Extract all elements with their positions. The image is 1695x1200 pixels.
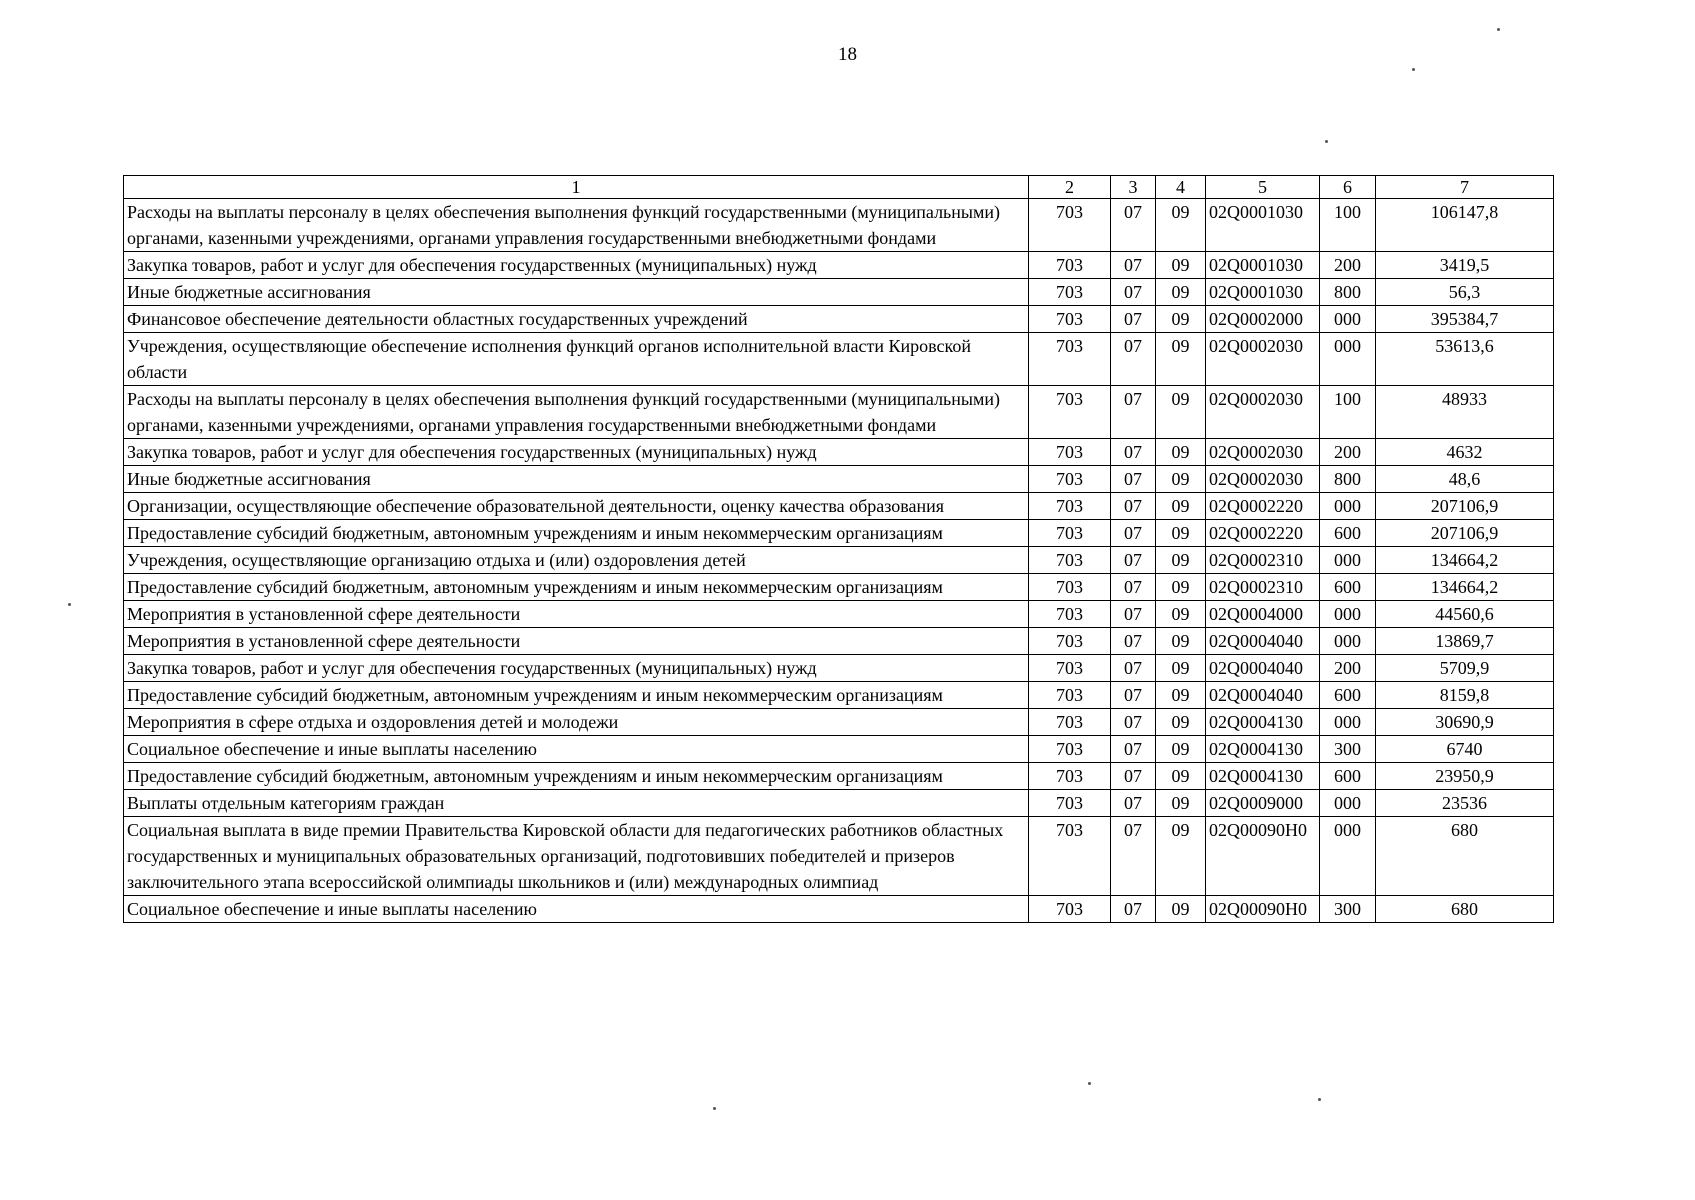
table-row xyxy=(124,682,1554,709)
row-amount: 13869,7 xyxy=(1376,628,1554,655)
row-expense-type: 200 xyxy=(1320,439,1376,466)
row-expense-type: 000 xyxy=(1320,790,1376,817)
row-ministry-code: 703 xyxy=(1029,333,1111,386)
row-subsection: 09 xyxy=(1156,628,1206,655)
row-amount: 48933 xyxy=(1376,386,1554,439)
row-section: 07 xyxy=(1111,279,1156,306)
row-ministry-code: 703 xyxy=(1029,252,1111,279)
row-target-code: 02Q0002030 xyxy=(1206,386,1320,439)
table-row xyxy=(124,709,1554,736)
table-row xyxy=(124,574,1554,601)
row-target-code: 02Q0002220 xyxy=(1206,493,1320,520)
row-expense-type: 000 xyxy=(1320,493,1376,520)
row-section: 07 xyxy=(1111,547,1156,574)
scan-speck xyxy=(1412,68,1415,71)
row-name: Предоставление субсидий бюджетным, автономным учреждениям и иным некоммерческим организациям xyxy=(124,574,1029,601)
row-expense-type: 000 xyxy=(1320,333,1376,386)
table-row xyxy=(124,790,1554,817)
row-ministry-code: 703 xyxy=(1029,682,1111,709)
row-subsection: 09 xyxy=(1156,547,1206,574)
scan-speck xyxy=(713,1107,716,1110)
row-subsection: 09 xyxy=(1156,709,1206,736)
row-amount: 8159,8 xyxy=(1376,682,1554,709)
row-target-code: 02Q0002310 xyxy=(1206,547,1320,574)
header-cell: 7 xyxy=(1376,176,1554,199)
row-amount: 23950,9 xyxy=(1376,763,1554,790)
row-ministry-code: 703 xyxy=(1029,790,1111,817)
table-header-row xyxy=(124,176,1554,199)
row-section: 07 xyxy=(1111,199,1156,252)
row-expense-type: 600 xyxy=(1320,520,1376,547)
row-name: Мероприятия в установленной сфере деятельности xyxy=(124,628,1029,655)
header-cell: 1 xyxy=(124,176,1029,199)
row-ministry-code: 703 xyxy=(1029,601,1111,628)
row-subsection: 09 xyxy=(1156,655,1206,682)
row-ministry-code: 703 xyxy=(1029,493,1111,520)
row-name: Учреждения, осуществляющие организацию отдыха и (или) оздоровления детей xyxy=(124,547,1029,574)
row-ministry-code: 703 xyxy=(1029,439,1111,466)
row-subsection: 09 xyxy=(1156,199,1206,252)
row-section: 07 xyxy=(1111,790,1156,817)
row-amount: 680 xyxy=(1376,817,1554,896)
row-section: 07 xyxy=(1111,252,1156,279)
row-expense-type: 300 xyxy=(1320,896,1376,923)
row-name: Социальная выплата в виде премии Правительства Кировской области для педагогических работников областных государственных и муниципальных образовательных организаций, подготовивших победителей и призеров заключительного этапа всероссийской олимпиады школьников и (или) международных олимпиад xyxy=(124,817,1029,896)
row-name: Социальное обеспечение и иные выплаты населению xyxy=(124,736,1029,763)
row-name: Закупка товаров, работ и услуг для обеспечения государственных (муниципальных) нужд xyxy=(124,655,1029,682)
table-row xyxy=(124,817,1554,896)
row-name: Закупка товаров, работ и услуг для обеспечения государственных (муниципальных) нужд xyxy=(124,252,1029,279)
row-section: 07 xyxy=(1111,333,1156,386)
row-section: 07 xyxy=(1111,709,1156,736)
row-section: 07 xyxy=(1111,817,1156,896)
row-section: 07 xyxy=(1111,386,1156,439)
row-name: Мероприятия в сфере отдыха и оздоровления детей и молодежи xyxy=(124,709,1029,736)
row-name: Иные бюджетные ассигнования xyxy=(124,279,1029,306)
row-name: Учреждения, осуществляющие обеспечение исполнения функций органов исполнительной власти Кировской области xyxy=(124,333,1029,386)
scan-speck xyxy=(1088,1082,1091,1085)
row-name: Расходы на выплаты персоналу в целях обеспечения выполнения функций государственными (муниципальными) органами, казенными учреждениями, органами управления государственными внебюджетными фондами xyxy=(124,386,1029,439)
row-ministry-code: 703 xyxy=(1029,386,1111,439)
row-amount: 23536 xyxy=(1376,790,1554,817)
table-row xyxy=(124,601,1554,628)
row-amount: 30690,9 xyxy=(1376,709,1554,736)
row-subsection: 09 xyxy=(1156,386,1206,439)
row-ministry-code: 703 xyxy=(1029,709,1111,736)
row-amount: 5709,9 xyxy=(1376,655,1554,682)
row-ministry-code: 703 xyxy=(1029,655,1111,682)
row-section: 07 xyxy=(1111,763,1156,790)
table-row xyxy=(124,655,1554,682)
row-expense-type: 000 xyxy=(1320,709,1376,736)
scan-speck xyxy=(68,603,71,606)
row-amount: 56,3 xyxy=(1376,279,1554,306)
row-expense-type: 200 xyxy=(1320,252,1376,279)
row-target-code: 02Q0004000 xyxy=(1206,601,1320,628)
row-ministry-code: 703 xyxy=(1029,896,1111,923)
row-amount: 106147,8 xyxy=(1376,199,1554,252)
row-ministry-code: 703 xyxy=(1029,763,1111,790)
row-target-code: 02Q0002000 xyxy=(1206,306,1320,333)
row-name: Организации, осуществляющие обеспечение образовательной деятельности, оценку качества образования xyxy=(124,493,1029,520)
row-amount: 3419,5 xyxy=(1376,252,1554,279)
row-target-code: 02Q0004130 xyxy=(1206,763,1320,790)
row-ministry-code: 703 xyxy=(1029,736,1111,763)
row-ministry-code: 703 xyxy=(1029,520,1111,547)
row-target-code: 02Q0002030 xyxy=(1206,466,1320,493)
table-row xyxy=(124,520,1554,547)
header-cell: 5 xyxy=(1206,176,1320,199)
header-cell: 6 xyxy=(1320,176,1376,199)
row-amount: 207106,9 xyxy=(1376,520,1554,547)
row-name: Выплаты отдельным категориям граждан xyxy=(124,790,1029,817)
table-row xyxy=(124,493,1554,520)
row-expense-type: 000 xyxy=(1320,601,1376,628)
row-name: Предоставление субсидий бюджетным, автономным учреждениям и иным некоммерческим организациям xyxy=(124,763,1029,790)
row-section: 07 xyxy=(1111,601,1156,628)
row-name: Мероприятия в установленной сфере деятельности xyxy=(124,601,1029,628)
row-subsection: 09 xyxy=(1156,279,1206,306)
scan-speck xyxy=(1318,1098,1321,1101)
table-row xyxy=(124,547,1554,574)
row-section: 07 xyxy=(1111,439,1156,466)
row-amount: 680 xyxy=(1376,896,1554,923)
row-target-code: 02Q0004040 xyxy=(1206,655,1320,682)
row-amount: 53613,6 xyxy=(1376,333,1554,386)
row-expense-type: 100 xyxy=(1320,199,1376,252)
row-target-code: 02Q00090H0 xyxy=(1206,817,1320,896)
row-name: Закупка товаров, работ и услуг для обеспечения государственных (муниципальных) нужд xyxy=(124,439,1029,466)
row-name: Социальное обеспечение и иные выплаты населению xyxy=(124,896,1029,923)
scan-speck xyxy=(1497,28,1500,31)
row-subsection: 09 xyxy=(1156,306,1206,333)
row-target-code: 02Q0002220 xyxy=(1206,520,1320,547)
row-amount: 6740 xyxy=(1376,736,1554,763)
row-section: 07 xyxy=(1111,628,1156,655)
row-target-code: 02Q0004040 xyxy=(1206,628,1320,655)
row-target-code: 02Q0004130 xyxy=(1206,709,1320,736)
row-target-code: 02Q0001030 xyxy=(1206,279,1320,306)
row-subsection: 09 xyxy=(1156,333,1206,386)
row-name: Финансовое обеспечение деятельности областных государственных учреждений xyxy=(124,306,1029,333)
row-amount: 4632 xyxy=(1376,439,1554,466)
header-cell: 3 xyxy=(1111,176,1156,199)
row-ministry-code: 703 xyxy=(1029,817,1111,896)
header-cell: 2 xyxy=(1029,176,1111,199)
row-subsection: 09 xyxy=(1156,817,1206,896)
row-amount: 48,6 xyxy=(1376,466,1554,493)
row-section: 07 xyxy=(1111,682,1156,709)
row-expense-type: 600 xyxy=(1320,574,1376,601)
row-section: 07 xyxy=(1111,574,1156,601)
row-subsection: 09 xyxy=(1156,520,1206,547)
table-row xyxy=(124,279,1554,306)
row-subsection: 09 xyxy=(1156,493,1206,520)
row-expense-type: 000 xyxy=(1320,306,1376,333)
row-section: 07 xyxy=(1111,896,1156,923)
row-subsection: 09 xyxy=(1156,601,1206,628)
row-subsection: 09 xyxy=(1156,252,1206,279)
table-row xyxy=(124,896,1554,923)
row-target-code: 02Q0001030 xyxy=(1206,252,1320,279)
row-amount: 207106,9 xyxy=(1376,493,1554,520)
row-subsection: 09 xyxy=(1156,574,1206,601)
row-amount: 134664,2 xyxy=(1376,547,1554,574)
row-expense-type: 100 xyxy=(1320,386,1376,439)
table-row xyxy=(124,252,1554,279)
budget-table xyxy=(123,175,1554,923)
row-expense-type: 600 xyxy=(1320,682,1376,709)
row-subsection: 09 xyxy=(1156,466,1206,493)
table-row xyxy=(124,386,1554,439)
row-target-code: 02Q0009000 xyxy=(1206,790,1320,817)
row-expense-type: 000 xyxy=(1320,817,1376,896)
row-amount: 134664,2 xyxy=(1376,574,1554,601)
row-expense-type: 000 xyxy=(1320,628,1376,655)
row-amount: 44560,6 xyxy=(1376,601,1554,628)
row-name: Предоставление субсидий бюджетным, автономным учреждениям и иным некоммерческим организациям xyxy=(124,682,1029,709)
row-subsection: 09 xyxy=(1156,682,1206,709)
row-ministry-code: 703 xyxy=(1029,306,1111,333)
row-ministry-code: 703 xyxy=(1029,199,1111,252)
row-subsection: 09 xyxy=(1156,790,1206,817)
row-ministry-code: 703 xyxy=(1029,574,1111,601)
row-section: 07 xyxy=(1111,736,1156,763)
table-row xyxy=(124,466,1554,493)
row-target-code: 02Q0002030 xyxy=(1206,439,1320,466)
row-target-code: 02Q0004130 xyxy=(1206,736,1320,763)
row-target-code: 02Q0001030 xyxy=(1206,199,1320,252)
row-expense-type: 200 xyxy=(1320,655,1376,682)
table-row xyxy=(124,333,1554,386)
row-name: Предоставление субсидий бюджетным, автономным учреждениям и иным некоммерческим организациям xyxy=(124,520,1029,547)
row-name: Иные бюджетные ассигнования xyxy=(124,466,1029,493)
row-expense-type: 800 xyxy=(1320,279,1376,306)
scan-speck xyxy=(1325,140,1328,143)
table-row xyxy=(124,628,1554,655)
row-amount: 395384,7 xyxy=(1376,306,1554,333)
row-section: 07 xyxy=(1111,655,1156,682)
row-target-code: 02Q0004040 xyxy=(1206,682,1320,709)
table-row xyxy=(124,199,1554,252)
row-target-code: 02Q0002030 xyxy=(1206,333,1320,386)
table-row xyxy=(124,736,1554,763)
page-number: 18 xyxy=(838,44,857,65)
row-section: 07 xyxy=(1111,306,1156,333)
table-row xyxy=(124,763,1554,790)
row-expense-type: 000 xyxy=(1320,547,1376,574)
row-subsection: 09 xyxy=(1156,736,1206,763)
row-subsection: 09 xyxy=(1156,896,1206,923)
row-subsection: 09 xyxy=(1156,763,1206,790)
row-target-code: 02Q0002310 xyxy=(1206,574,1320,601)
table-row xyxy=(124,306,1554,333)
row-ministry-code: 703 xyxy=(1029,466,1111,493)
table-row xyxy=(124,439,1554,466)
row-target-code: 02Q00090H0 xyxy=(1206,896,1320,923)
row-expense-type: 600 xyxy=(1320,763,1376,790)
row-expense-type: 300 xyxy=(1320,736,1376,763)
row-section: 07 xyxy=(1111,466,1156,493)
row-section: 07 xyxy=(1111,520,1156,547)
row-section: 07 xyxy=(1111,493,1156,520)
row-subsection: 09 xyxy=(1156,439,1206,466)
row-ministry-code: 703 xyxy=(1029,628,1111,655)
header-cell: 4 xyxy=(1156,176,1206,199)
row-expense-type: 800 xyxy=(1320,466,1376,493)
table-body xyxy=(124,199,1554,923)
row-name: Расходы на выплаты персоналу в целях обеспечения выполнения функций государственными (муниципальными) органами, казенными учреждениями, органами управления государственными внебюджетными фондами xyxy=(124,199,1029,252)
row-ministry-code: 703 xyxy=(1029,547,1111,574)
row-ministry-code: 703 xyxy=(1029,279,1111,306)
